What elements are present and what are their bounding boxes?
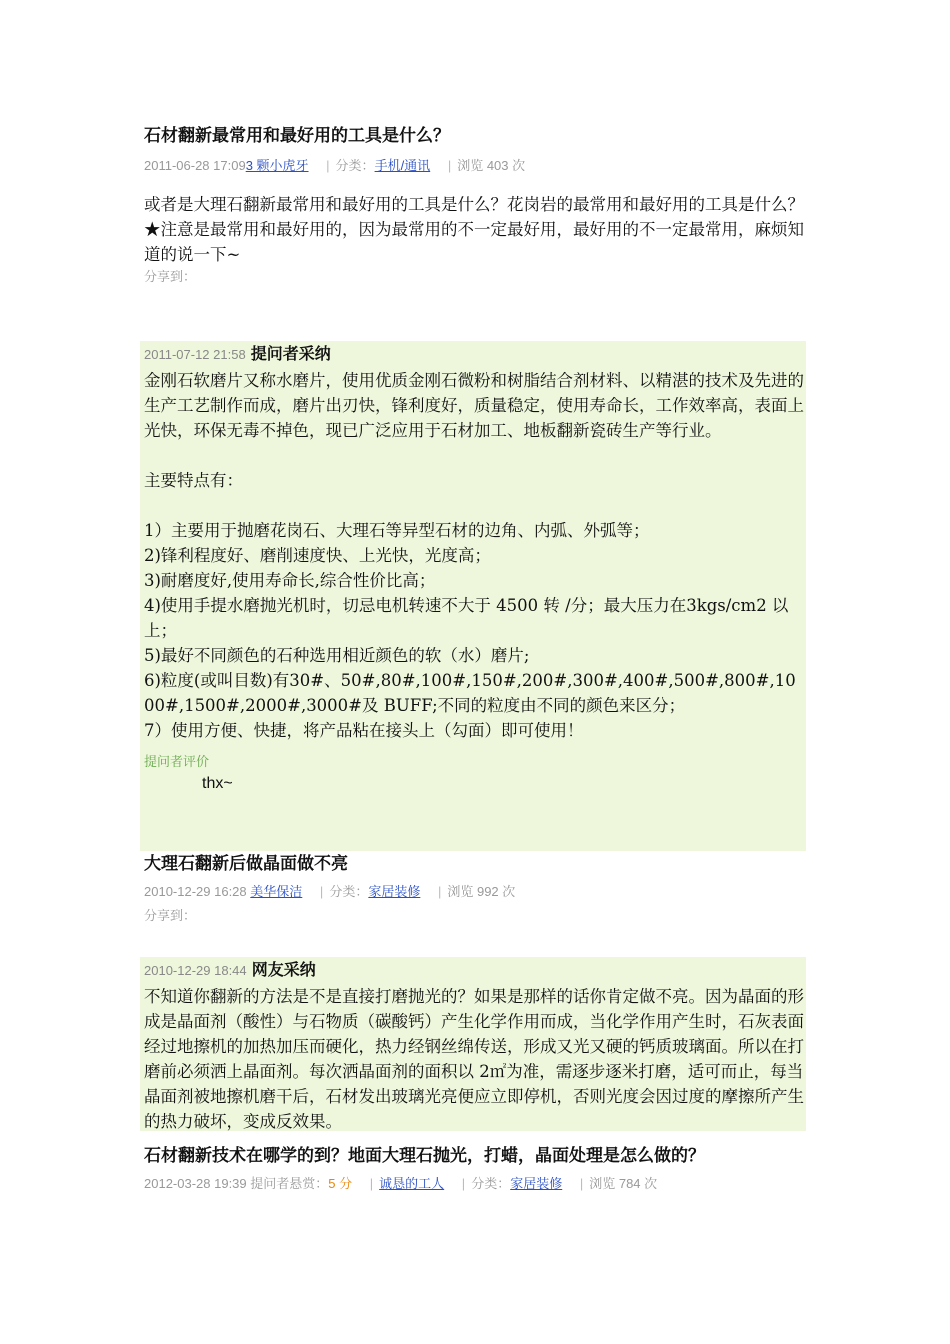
answer-date: 2011-07-12 21:58 [144, 347, 246, 362]
category-label: 分类： [329, 884, 369, 899]
category-link[interactable]: 家居装修 [510, 1176, 563, 1191]
divider: | [579, 1176, 584, 1191]
answer-block-1 [140, 341, 806, 851]
view-count: 浏览 784 次 [589, 1176, 658, 1191]
post-date: 2010-12-29 16:28 [144, 884, 247, 899]
user-link[interactable]: 3 颗小虎牙 [245, 158, 309, 173]
question-body: 或者是大理石翻新最常用和最好用的工具是什么？花岗岩的最常用和最好用的工具是什么？ [144, 195, 804, 214]
feature-item: 3)耐磨度好,使用寿命长,综合性价比高； [144, 571, 436, 590]
share-label[interactable]: 分享到： [144, 908, 197, 923]
category-label: 分类： [471, 1176, 511, 1191]
category-link[interactable]: 家居装修 [368, 884, 421, 899]
features-title: 主要特点有： [144, 471, 243, 490]
feature-item: 1）主要用于抛磨花岗石、大理石等异型石材的边角、内弧、外弧等； [144, 521, 650, 540]
divider: | [319, 884, 324, 899]
question-meta [144, 882, 806, 902]
answer-text: 金刚石软磨片又称水磨片，使用优质金刚石微粉和树脂结合剂材料、以精湛的技术及先进的生产工艺制作而成，磨片出刃快，锋利度好，质量稳定，使用寿命长，工作效率高，表面上光快，环保无毒不掉色，现已广泛应用于石材加工、地板翻新瓷砖生产等行业。 [144, 371, 804, 440]
post-date: 2012-03-28 19:39 [144, 1176, 247, 1191]
answer-date: 2010-12-29 18:44 [144, 963, 247, 978]
divider: | [437, 884, 442, 899]
divider: | [447, 158, 452, 173]
feature-item: 5)最好不同颜色的石种选用相近颜色的软（水）磨片; [144, 646, 530, 665]
feature-item: 7）使用方便、快捷，将产品粘在接头上（勾面）即可使用！ [144, 721, 584, 740]
view-count: 浏览 403 次 [457, 158, 526, 173]
user-link[interactable]: 诚恳的工人 [379, 1176, 445, 1191]
question-title[interactable]: 大理石翻新后做晶面做不亮 [144, 854, 348, 874]
category-link[interactable]: 手机/通讯 [374, 158, 431, 173]
user-link[interactable]: 美华保洁 [250, 884, 303, 899]
feature-item: 4)使用手提水磨抛光机时，切忌电机转速不大于 4500 转 /分；最大压力在3kgs/cm2 以上； [144, 596, 789, 640]
reward-points: 5 分 [328, 1176, 353, 1191]
share-label[interactable]: 分享到： [144, 269, 197, 284]
answer-block-2 [140, 957, 806, 1131]
accepted-label: 提问者采纳 [250, 344, 331, 363]
divider: | [369, 1176, 374, 1191]
feature-item: 6)粒度(或叫目数)有30#、50#,80#,100#,150#,200#,300#,400#,500#,800#,1000#,1500#,2000#,3000#及 BUFF;不同的粒度由不同的颜色来区分； [144, 671, 796, 715]
answer-header [144, 957, 806, 984]
reward-label: 提问者悬赏： [250, 1176, 329, 1191]
divider: | [326, 158, 330, 173]
question-block-3 [144, 1144, 806, 1194]
asker-evaluation-label: 提问者评价 [144, 754, 210, 769]
question-note: ★注意是最常用和最好用的，因为最常用的不一定最好用，最好用的不一定最常用，麻烦知道的说一下~ [144, 220, 804, 264]
accepted-label: 网友采纳 [251, 960, 316, 979]
view-count: 浏览 992 次 [447, 884, 516, 899]
question-meta [144, 156, 806, 176]
question-block-2 [144, 852, 806, 926]
question-meta [144, 1174, 806, 1194]
answer-text: 不知道你翻新的方法是不是直接打磨抛光的？如果是那样的话你肯定做不亮。因为晶面的形成是晶面剂（酸性）与石物质（碳酸钙）产生化学作用而成，当化学作用产生时，石灰表面经过地擦机的加热加压而硬化，热力经钢丝绵传送，形成又光又硬的钙质玻璃面。所以在打磨前必须洒上晶面剂。每次洒晶面剂的面积以 2㎡为准，需逐步逐米打磨，适可而止，每当晶面剂被地擦机磨干后，石材发出玻璃光亮便应立即停机，否则光度会因过度的摩擦所产生的热力破坏，变成反效果。 [144, 987, 804, 1131]
question-title[interactable]: 石材翻新技术在哪学的到？地面大理石抛光，打蜡，晶面处理是怎么做的？ [144, 1146, 705, 1166]
answer-header [144, 341, 806, 368]
question-title[interactable]: 石材翻新最常用和最好用的工具是什么？ [144, 126, 450, 146]
asker-evaluation-text: thx~ [202, 775, 233, 792]
divider: | [461, 1176, 466, 1191]
category-label: 分类： [335, 158, 375, 173]
question-block-1 [144, 124, 806, 287]
feature-item: 2)锋利程度好、磨削速度快、上光快，光度高； [144, 546, 491, 565]
post-date: 2011-06-28 17:09 [144, 158, 246, 173]
